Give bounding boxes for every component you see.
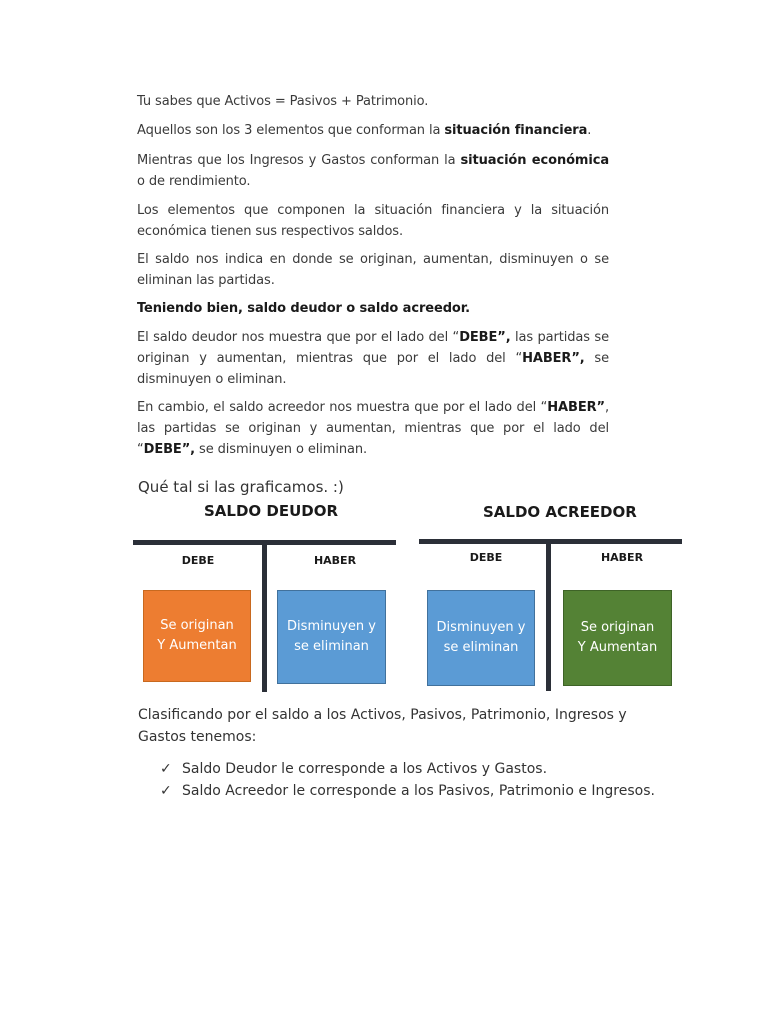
list-item bbox=[160, 780, 655, 802]
paragraph-saldo-acreedor bbox=[137, 397, 609, 460]
list-item bbox=[160, 758, 655, 780]
text: , las partidas se originan y aumentan, mientras que por el lado del “ bbox=[137, 400, 609, 457]
list-item-text: Saldo Acreedor le corresponde a los Pasivos, Patrimonio e Ingresos. bbox=[182, 783, 655, 799]
text: se disminuyen o eliminan. bbox=[194, 442, 368, 457]
paragraph-equation: Tu sabes que Activos = Pasivos + Patrimonio. bbox=[137, 94, 429, 109]
box-text: Disminuyen y se eliminan bbox=[287, 619, 376, 654]
text: o de rendimiento. bbox=[137, 174, 251, 189]
text: . bbox=[587, 123, 592, 138]
deudor-debe-label: DEBE bbox=[181, 554, 215, 567]
text: El saldo deudor nos muestra que por el lado del “ bbox=[137, 330, 460, 345]
paragraph-financial-situation bbox=[137, 120, 609, 141]
box-text: Se originan Y Aumentan bbox=[157, 618, 237, 653]
t-account-stem-acreedor bbox=[546, 539, 551, 691]
bold-text: situación económica bbox=[460, 153, 610, 168]
bold-text: situación financiera bbox=[444, 123, 588, 138]
acreedor-debe-box bbox=[427, 590, 535, 686]
acreedor-debe-label: DEBE bbox=[469, 551, 503, 564]
graph-intro: Qué tal si las graficamos. :) bbox=[138, 478, 344, 496]
box-text: Se originan Y Aumentan bbox=[577, 620, 658, 655]
paragraph-balances: Los elementos que componen la situación financiera y la situación económica tienen sus respectivos saldos. bbox=[137, 203, 609, 239]
text: se disminuyen o eliminan. bbox=[137, 351, 609, 387]
paragraph-subheading: Teniendo bien, saldo deudor o saldo acreedor. bbox=[137, 301, 471, 316]
deudor-haber-label: HABER bbox=[313, 554, 357, 567]
t-account-stem-deudor bbox=[262, 540, 267, 692]
acreedor-haber-box bbox=[563, 590, 672, 686]
text: Mientras que los Ingresos y Gastos conforman la bbox=[137, 153, 461, 168]
text: Aquellos son los 3 elementos que conforman la bbox=[137, 123, 445, 138]
text: En cambio, el saldo acreedor nos muestra que por el lado del “ bbox=[137, 400, 548, 415]
bold-text: DEBE”, bbox=[459, 330, 511, 345]
paragraph-economic-situation bbox=[137, 150, 609, 192]
paragraph-saldo-deudor bbox=[137, 327, 609, 390]
acreedor-haber-label: HABER bbox=[600, 551, 644, 564]
saldo-acreedor-title: SALDO ACREEDOR bbox=[483, 503, 637, 521]
check-icon: ✓ bbox=[160, 761, 172, 777]
list-item-text: Saldo Deudor le corresponde a los Activos y Gastos. bbox=[182, 761, 548, 777]
classification-text: Clasificando por el saldo a los Activos, Pasivos, Patrimonio, Ingresos y Gastos tenemos: bbox=[138, 707, 627, 745]
text: las partidas se originan y aumentan, mientras que por el lado del “ bbox=[137, 330, 609, 366]
saldo-deudor-title: SALDO DEUDOR bbox=[204, 502, 339, 520]
check-icon: ✓ bbox=[160, 783, 172, 799]
check-list bbox=[160, 758, 655, 802]
bold-text: HABER”, bbox=[522, 351, 585, 366]
bold-text: DEBE”, bbox=[143, 442, 195, 457]
box-text: Disminuyen y se eliminan bbox=[436, 620, 526, 655]
deudor-haber-box bbox=[277, 590, 386, 684]
deudor-debe-box bbox=[143, 590, 251, 682]
paragraph-balance-meaning: El saldo nos indica en donde se originan, aumentan, disminuyen o se eliminan las partidas. bbox=[137, 252, 609, 288]
bold-text: HABER” bbox=[547, 400, 605, 415]
